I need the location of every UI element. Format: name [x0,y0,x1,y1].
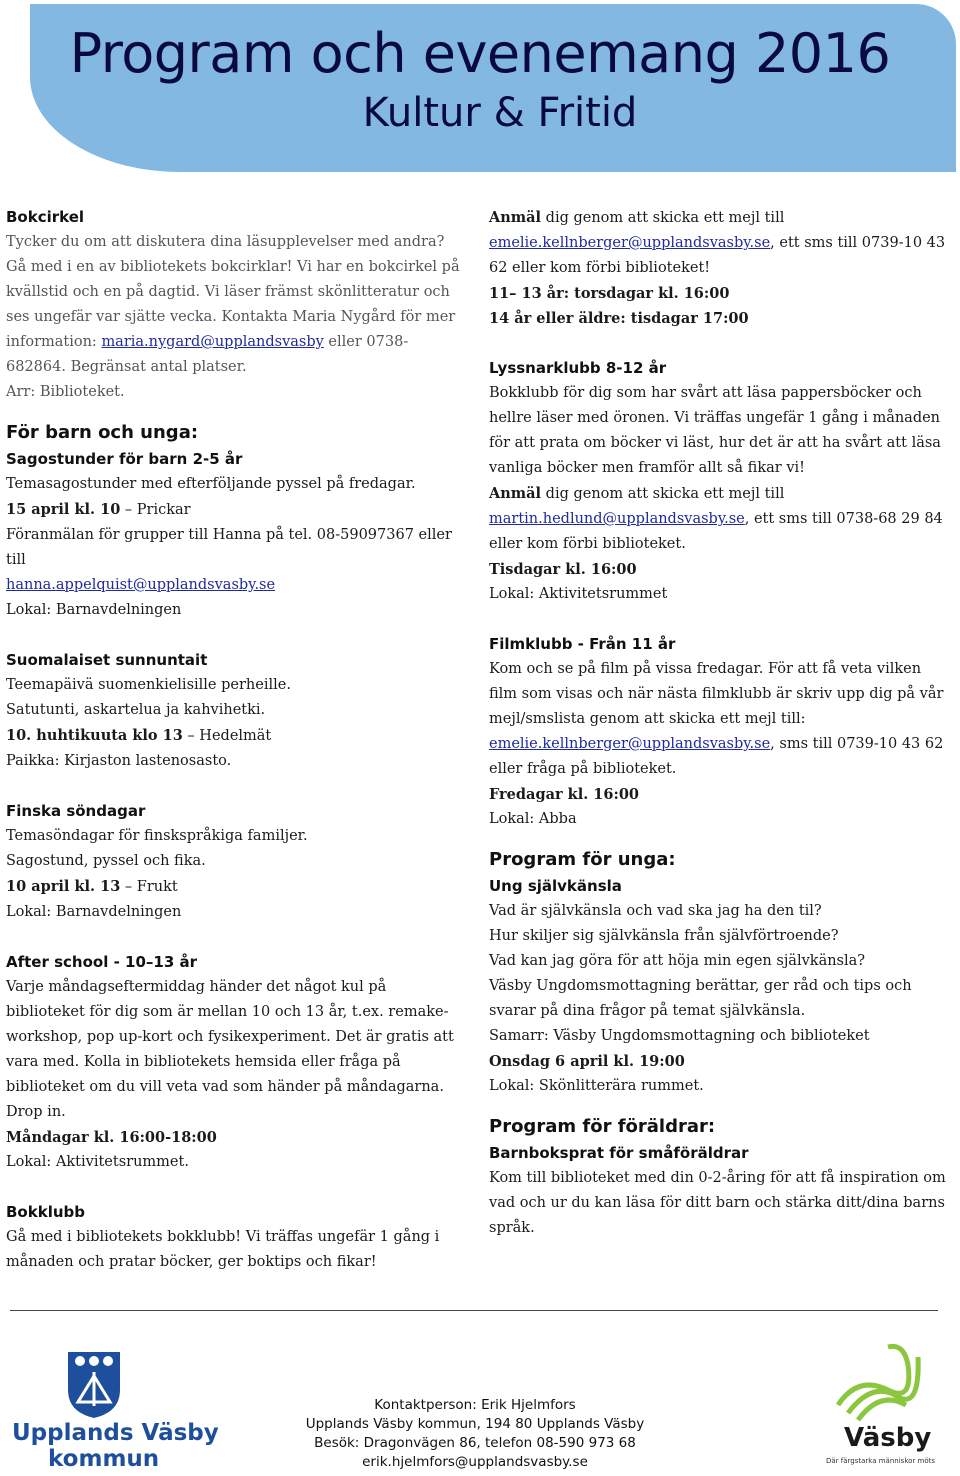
filmklubb-heading: Filmklubb - Från 11 år [489,635,676,653]
finska-date: 10 april kl. 13 [6,878,121,895]
anmal-time-2: 14 år eller äldre: tisdagar 17:00 [489,310,749,327]
suomalaiset-section [6,648,461,774]
afterschool-time: Måndagar kl. 16:00-18:00 [6,1129,217,1146]
lyssnarklubb-anmal-text: dig genom att skicka ett mejl till [541,486,785,502]
filmklubb-time: Fredagar kl. 16:00 [489,786,640,803]
upplands-vasby-logo [8,1350,219,1472]
finska-date-rest: – Frukt [120,879,178,895]
foraldrar-subheading: Barnboksprat för småföräldrar [489,1144,749,1162]
suomalaiset-date-rest: – Hedelmät [182,728,272,744]
right-column [489,205,949,1241]
logo-right-tagline: Där färgstarka människor möts [826,1457,935,1465]
lyssnarklubb-section [489,356,949,607]
unga-line-5: Samarr: Väsby Ungdomsmottagning och biblioteket [489,1028,870,1044]
unga-line-3: Vad kan jag göra för att höja min egen självkänsla? [489,953,866,969]
bokcirkel-text: Tycker du om att diskutera dina läsupplevelser med andra? Gå med i en av bibliotekets bokcirklar! Vi har en bokcirkel på kvällstid och en på dagtid. Vi läser främst skönlitteratur och ses ungefär var sjätte vecka. Kontakta Maria Nygård för mer information: [6,234,460,350]
unga-time: Onsdag 6 april kl. 19:00 [489,1053,685,1070]
contact-email[interactable]: erik.hjelmfors@upplandsvasby.se [362,1454,588,1470]
unga-lokal: Lokal: Skönlitterära rummet. [489,1078,704,1094]
sagostunder-email-link[interactable]: hanna.appelquist@upplandsvasby.se [6,577,276,593]
unga-line-4: Väsby Ungdomsmottagning berättar, ger råd och tips och svarar på dina frågor på temat självkänsla. [489,978,912,1019]
bokcirkel-email-link[interactable]: maria.nygard@upplandsvasby [101,334,324,350]
contact-visit: Besök: Dragonvägen 86, telefon 08-590 973 68 [314,1435,636,1451]
foraldrar-section [489,1113,949,1241]
finska-section [6,799,461,925]
sagostunder-desc: Temasagostunder med efterföljande pyssel på fredagar. [6,476,416,492]
anmal-email-link[interactable]: emelie.kellnberger@upplandsvasby.se [489,235,771,251]
filmklubb-email-link[interactable]: emelie.kellnberger@upplandsvasby.se [489,736,771,752]
finska-line1: Temasöndagar för finskspråkiga familjer. [6,828,308,844]
sagostunder-heading: Sagostunder för barn 2-5 år [6,450,243,468]
contact-block [300,1396,650,1472]
logo-right-name: Väsby [844,1423,932,1453]
finska-lokal: Lokal: Barnavdelningen [6,904,182,920]
barn-section [6,419,461,623]
unga-line-1: Vad är självkänsla och vad ska jag ha den til? [489,903,822,919]
filmklubb-text: Kom och se på film på vissa fredagar. För att få veta vilken film som visas och när nästa filmklubb är skriv upp dig på vår mejl/smslista genom att skicka ett mejl till: [489,661,944,727]
afterschool-heading: After school - 10–13 år [6,953,198,971]
logo-left-line1: Upplands Väsby [12,1420,219,1446]
footer-divider [10,1310,938,1311]
filmklubb-lokal: Lokal: Abba [489,811,577,827]
foraldrar-heading: Program för föräldrar: [489,1116,716,1137]
lyssnarklubb-time: Tisdagar kl. 16:00 [489,561,637,578]
sagostunder-date: 15 april kl. 10 [6,501,121,518]
lyssnarklubb-text: Bokklubb för dig som har svårt att läsa pappersböcker och hellre läser med öronen. Vi träffas ungefär 1 gång i månaden för att prata om böcker vi läst, hur det är att ha svårt att läsa vanliga böcker men framför allt så fikar vi! [489,385,941,476]
anmal-text-2: , ett sms till 0739-10 43 62 eller kom förbi biblioteket! [489,235,946,276]
sagostunder-anmalan: Föranmälan för grupper till Hanna på tel. 08-59097367 eller till [6,527,452,568]
afterschool-lokal: Lokal: Aktivitetsrummet. [6,1154,189,1170]
suomalaiset-line1: Teemapäivä suomenkielisille perheille. [6,677,291,693]
finska-heading: Finska söndagar [6,802,146,820]
bokklubb-text: Gå med i bibliotekets bokklubb! Vi träffas ungefär 1 gång i månaden och pratar böcker, ger boktips och fikar! [6,1229,440,1270]
anmal-time-1: 11– 13 år: torsdagar kl. 16:00 [489,285,730,302]
lyssnarklubb-heading: Lyssnarklubb 8-12 år [489,359,667,377]
left-column [6,205,461,1275]
anmal-section [489,205,949,331]
suomalaiset-date: 10. huhtikuuta klo 13 [6,727,183,744]
bokklubb-heading: Bokklubb [6,1203,85,1221]
bokcirkel-section [6,205,461,405]
bokklubb-section [6,1200,461,1275]
vasby-swirl-icon [818,1335,948,1425]
filmklubb-section [489,632,949,832]
bokcirkel-text-2: eller 0738-682864. Begränsat antal platser. [6,334,409,375]
lyssnarklubb-text-2: , ett sms till 0738-68 29 84 eller kom förbi biblioteket. [489,511,943,552]
suomalaiset-heading: Suomalaiset sunnuntait [6,651,208,669]
finska-line2: Sagostund, pyssel och fika. [6,853,206,869]
unga-line-2: Hur skiljer sig självkänsla från självförtroende? [489,928,839,944]
vasby-logo [818,1335,948,1473]
lyssnarklubb-anmal-strong: Anmäl [489,485,542,502]
afterschool-section [6,950,461,1175]
lyssnarklubb-email-link[interactable]: martin.hedlund@upplandsvasby.se [489,511,745,527]
barn-heading: För barn och unga: [6,422,199,443]
foraldrar-text: Kom till biblioteket med din 0-2-åring för att få inspiration om vad och ur du kan läsa för ditt barn och stärka ditt/dina barns språk. [489,1170,946,1236]
bokcirkel-heading: Bokcirkel [6,208,85,226]
unga-section [489,846,949,1099]
logo-left-line2: kommun [48,1446,160,1472]
suomalaiset-line2: Satutunti, askartelua ja kahvihetki. [6,702,266,718]
coat-of-arms-icon [8,1350,183,1420]
page-title: Program och evenemang 2016 [69,22,891,85]
filmklubb-text-2: , sms till 0739-10 43 62 eller fråga på biblioteket. [489,736,944,777]
anmal-strong: Anmäl [489,209,542,226]
bokcirkel-arr: Arr: Biblioteket. [6,384,125,400]
anmal-text: dig genom att skicka ett mejl till [541,210,785,226]
sagostunder-lokal: Lokal: Barnavdelningen [6,602,182,618]
unga-heading: Program för unga: [489,849,676,870]
lyssnarklubb-lokal: Lokal: Aktivitetsrummet [489,586,668,602]
unga-subheading: Ung självkänsla [489,877,622,895]
sagostunder-date-rest: – Prickar [120,502,191,518]
suomalaiset-place: Paikka: Kirjaston lastenosasto. [6,753,232,769]
page-subtitle: Kultur & Fritid [362,90,638,136]
afterschool-text: Varje måndagseftermiddag händer det något kul på biblioteket för dig som är mellan 10 och 13 år, t.ex. remake-workshop, pop up-kort och fysikexperiment. Det är gratis att vara med. Kolla in bibliotekets hemsida eller fråga på biblioteket om du vill veta vad som händer på måndagarna. Drop in. [6,979,454,1120]
contact-address: Upplands Väsby kommun, 194 80 Upplands Väsby [305,1416,645,1432]
contact-person: Kontaktperson: Erik Hjelmfors [374,1397,576,1413]
